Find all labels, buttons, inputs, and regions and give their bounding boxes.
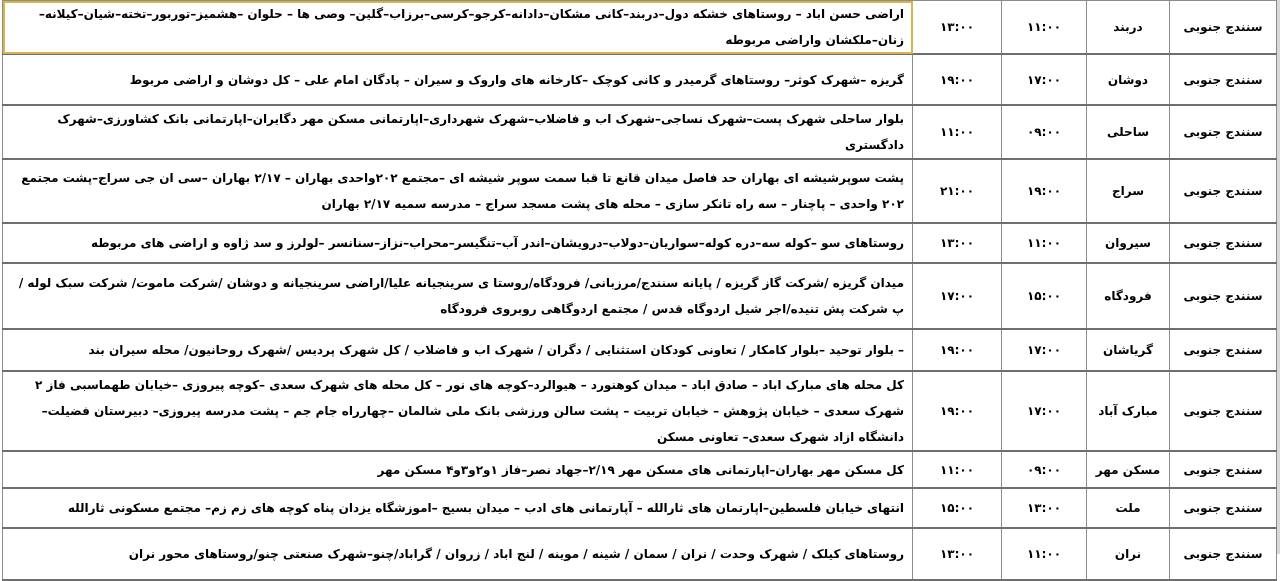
area-cell[interactable]: دربند bbox=[1087, 1, 1170, 55]
addresses-cell[interactable]: میدان گریزه /شرکت گاز گریزه / پایانه سنندج/مرزبانی/ فرودگاه/روستا ی سرینجیانه علیا/اراضی سرینجیانه و دوشان /شرکت ماموت/ شرکت سبک لوله /پ شرکت پش تنیده/اجر شیل اردوگاه قدس / مجتمع اردوگاهی روبروی فرودگاه bbox=[3, 263, 913, 329]
region-cell[interactable]: سنندج جنوبی bbox=[1170, 159, 1277, 223]
addresses-cell[interactable]: اراضی حسن اباد – روستاهای خشکه دول–دربند–کانی مشکان–دادانه–کرجو–کرسی–برزاب–گلین– وصی ها – حلوان –هشمیز–توربور–تخته–شیان–کیلانه–زنان–ملکشان واراضی مربوطه bbox=[3, 1, 913, 55]
addresses-cell[interactable]: انتهای خیابان فلسطین–اپارتمان های ثارالله – آپارتمانی های ادب – میدان بسیج –اموزشگاه یزدان پناه کوچه های زم زم– مجتمع مسکونی ثارالله bbox=[3, 488, 913, 528]
table-row bbox=[3, 528, 1277, 580]
table-row bbox=[3, 159, 1277, 223]
table-row bbox=[3, 451, 1277, 488]
end-time-cell[interactable]: ۱۱:۰۰ bbox=[913, 105, 1002, 159]
end-time-cell[interactable]: ۱۷:۰۰ bbox=[913, 263, 1002, 329]
addresses-cell[interactable]: روستاهای سو –کوله سه–دره کوله–سواریان–دولاب–درویشان–اندر آب–تنگیسر–محراب–نزاز–سنانسر –لولرز و سد ژاوه و اراضی های مربوطه bbox=[3, 223, 913, 263]
area-cell[interactable]: فرودگاه bbox=[1087, 263, 1170, 329]
addresses-cell[interactable]: پشت سوپرشیشه ای بهاران حد فاصل میدان قانع تا قبا سمت سوپر شیشه ای –مجتمع ۲۰۲واحدی بهاران – ۲/۱۷ بهاران –سی ان جی سراج–پشت مجتمع ۲۰۲ واحدی – پاچنار – سه راه تانکر سازی – محله های پشت مسجد سراج – مدرسه سمیه ۲/۱۷ بهاران bbox=[3, 159, 913, 223]
table-row bbox=[3, 105, 1277, 159]
outage-schedule-table bbox=[2, 0, 1277, 581]
table-row bbox=[3, 329, 1277, 371]
end-time-cell[interactable]: ۱۳:۰۰ bbox=[913, 1, 1002, 55]
end-time-cell[interactable]: ۱۱:۰۰ bbox=[913, 451, 1002, 488]
area-cell[interactable]: ملت bbox=[1087, 488, 1170, 528]
end-time-cell[interactable]: ۱۹:۰۰ bbox=[913, 54, 1002, 105]
region-cell[interactable]: سنندج جنوبی bbox=[1170, 1, 1277, 55]
end-time-cell[interactable]: ۱۳:۰۰ bbox=[913, 223, 1002, 263]
addresses-cell[interactable]: کل مسکن مهر بهاران–اپارتمانی های مسکن مهر ۲/۱۹–جهاد نصر–فاز ۱و۲و۳و۴ مسکن مهر bbox=[3, 451, 913, 488]
end-time-cell[interactable]: ۱۳:۰۰ bbox=[913, 528, 1002, 580]
area-cell[interactable]: دوشان bbox=[1087, 54, 1170, 105]
region-cell[interactable]: سنندج جنوبی bbox=[1170, 105, 1277, 159]
area-cell[interactable]: سیروان bbox=[1087, 223, 1170, 263]
region-cell[interactable]: سنندج جنوبی bbox=[1170, 488, 1277, 528]
addresses-cell[interactable]: روستاهای کیلک / شهرک وحدت / نران / سمان / شینه / موینه / لنج اباد / زروان / گراباد/چنو–شهرک صنعتی چنو/روستاهای محور نران bbox=[3, 528, 913, 580]
area-cell[interactable]: سراج bbox=[1087, 159, 1170, 223]
start-time-cell[interactable]: ۱۵:۰۰ bbox=[1002, 263, 1087, 329]
table-row bbox=[3, 488, 1277, 528]
table-row bbox=[3, 1, 1277, 55]
start-time-cell[interactable]: ۰۹:۰۰ bbox=[1002, 105, 1087, 159]
region-cell[interactable]: سنندج جنوبی bbox=[1170, 54, 1277, 105]
addresses-cell[interactable]: کل محله های مبارک اباد – صادق اباد – میدان کوهنورد – هیوالرد–کوچه های نور – کل محله های شهرک سعدی –کوچه پیروزی –خیابان طهماسبی فاز ۲ شهرک سعدی – خیابان پژوهش – خیابان تربیت – پشت سالن ورزشی بانک ملی شالمان –چهارراه جام جم – پشت مدرسه پیروزی– دبیرستان فضیلت–دانشگاه ازاد شهرک سعدی– تعاونی مسکن bbox=[3, 371, 913, 451]
start-time-cell[interactable]: ۱۹:۰۰ bbox=[1002, 159, 1087, 223]
region-cell[interactable]: سنندج جنوبی bbox=[1170, 528, 1277, 580]
start-time-cell[interactable]: ۱۱:۰۰ bbox=[1002, 1, 1087, 55]
region-cell[interactable]: سنندج جنوبی bbox=[1170, 371, 1277, 451]
start-time-cell[interactable]: ۱۳:۰۰ bbox=[1002, 488, 1087, 528]
table-row bbox=[3, 371, 1277, 451]
table-row bbox=[3, 223, 1277, 263]
area-cell[interactable]: نران bbox=[1087, 528, 1170, 580]
addresses-cell[interactable]: بلوار ساحلی شهرک پست–شهرک نساجی–شهرک اب و فاضلاب–شهرک شهرداری–اپارتمانی مسکن مهر دگایران–اپارتمانی بانک کشاورزی–شهرک دادگستری bbox=[3, 105, 913, 159]
region-cell[interactable]: سنندج جنوبی bbox=[1170, 263, 1277, 329]
table-body bbox=[3, 1, 1277, 581]
addresses-cell[interactable]: – بلوار توحید –بلوار کامکار / تعاونی کودکان استثنایی / دگران / شهرک اب و فاضلاب / کل شهرک پردیس /شهرک روحانیون/ محله سیران بند bbox=[3, 329, 913, 371]
end-time-cell[interactable]: ۱۵:۰۰ bbox=[913, 488, 1002, 528]
start-time-cell[interactable]: ۱۱:۰۰ bbox=[1002, 528, 1087, 580]
start-time-cell[interactable]: ۱۱:۰۰ bbox=[1002, 223, 1087, 263]
table-row bbox=[3, 263, 1277, 329]
region-cell[interactable]: سنندج جنوبی bbox=[1170, 329, 1277, 371]
area-cell[interactable]: مسکن مهر bbox=[1087, 451, 1170, 488]
start-time-cell[interactable]: ۱۷:۰۰ bbox=[1002, 329, 1087, 371]
region-cell[interactable]: سنندج جنوبی bbox=[1170, 223, 1277, 263]
area-cell[interactable]: ساحلی bbox=[1087, 105, 1170, 159]
area-cell[interactable]: مبارک آباد bbox=[1087, 371, 1170, 451]
end-time-cell[interactable]: ۱۹:۰۰ bbox=[913, 371, 1002, 451]
area-cell[interactable]: گریاشان bbox=[1087, 329, 1170, 371]
start-time-cell[interactable]: ۱۷:۰۰ bbox=[1002, 371, 1087, 451]
addresses-cell[interactable]: گریزه –شهرک کوثر– روستاهای گرمیدر و کانی کوچک –کارخانه های واروک و سیران – پادگان امام علی – کل دوشان و اراضی مربوط bbox=[3, 54, 913, 105]
start-time-cell[interactable]: ۰۹:۰۰ bbox=[1002, 451, 1087, 488]
table-row bbox=[3, 54, 1277, 105]
region-cell[interactable]: سنندج جنوبی bbox=[1170, 451, 1277, 488]
start-time-cell[interactable]: ۱۷:۰۰ bbox=[1002, 54, 1087, 105]
end-time-cell[interactable]: ۲۱:۰۰ bbox=[913, 159, 1002, 223]
end-time-cell[interactable]: ۱۹:۰۰ bbox=[913, 329, 1002, 371]
